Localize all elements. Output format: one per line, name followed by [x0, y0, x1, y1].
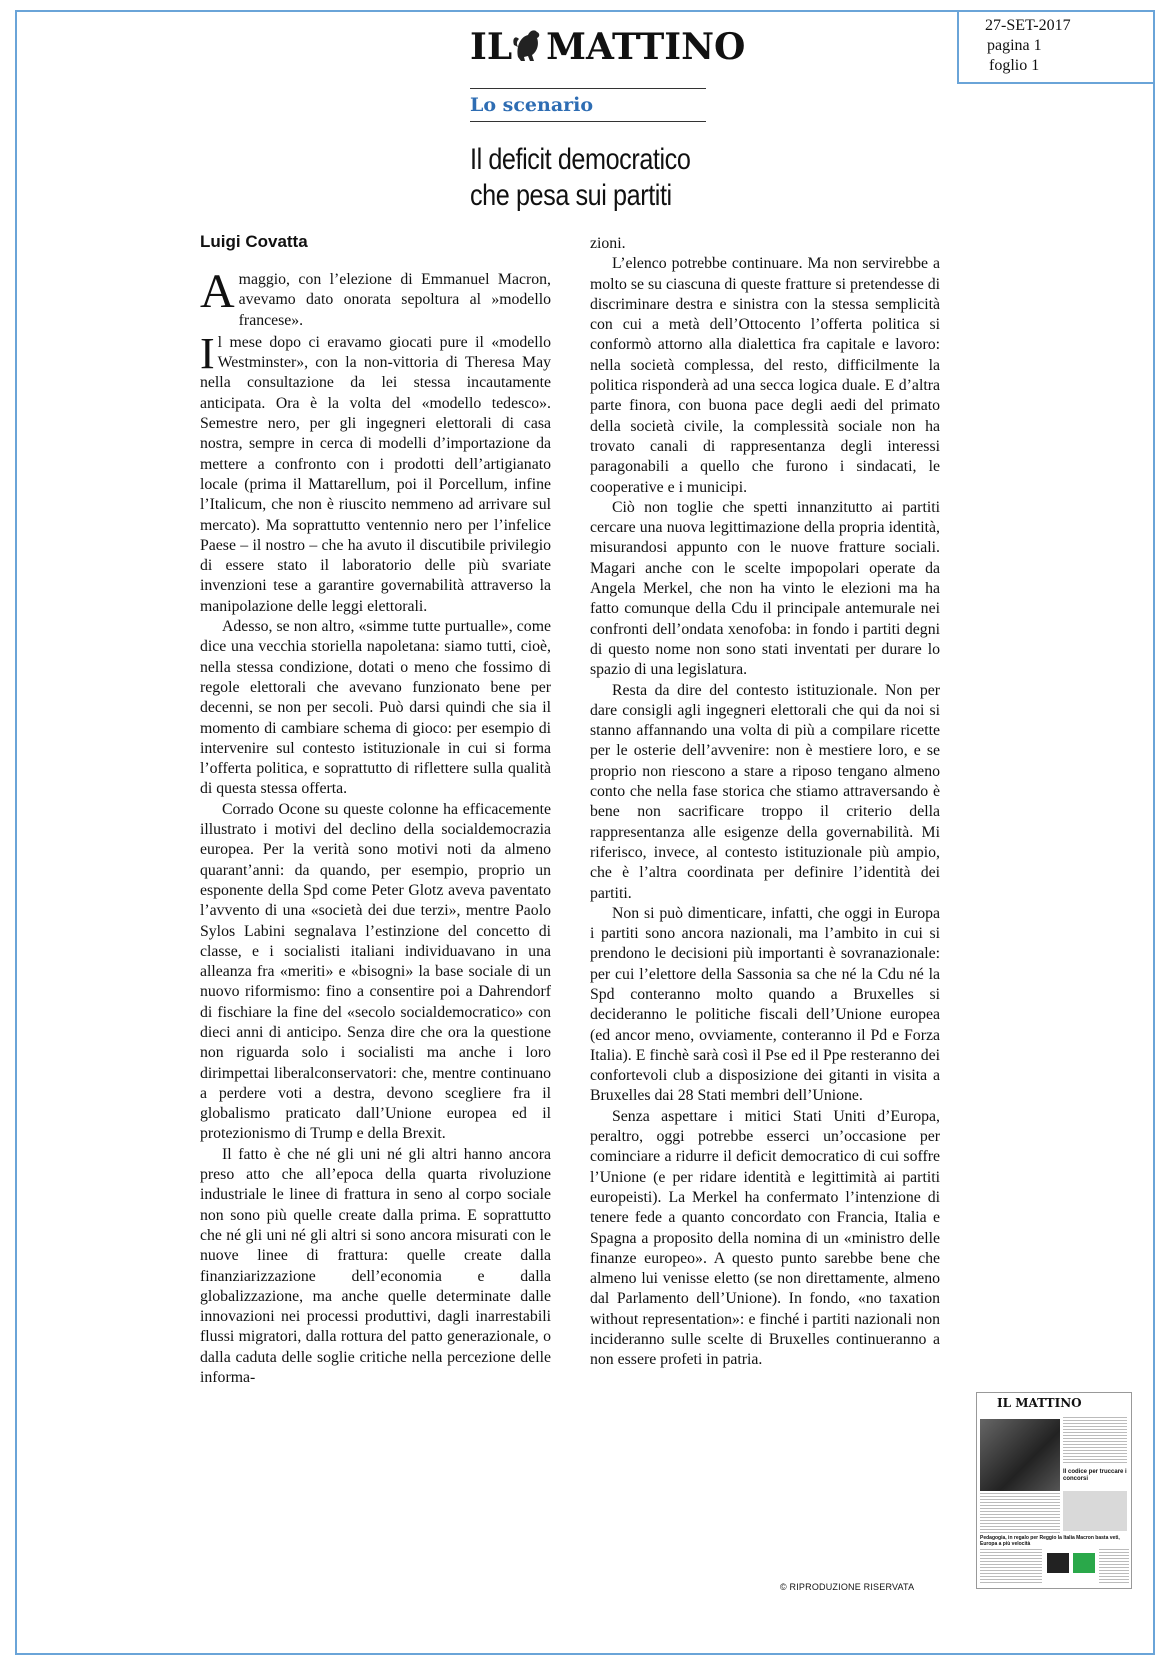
thumbnail-ad-green [1073, 1553, 1095, 1573]
section-label: Lo scenario [470, 94, 594, 116]
paragraph [200, 328, 551, 617]
thumbnail-text-lines [980, 1549, 1042, 1585]
front-page-thumbnail[interactable] [976, 1392, 1132, 1589]
thumbnail-photo [980, 1419, 1060, 1491]
paragraph: Resta da dire del contesto istituzionale. Non per dare consigli agli ingegneri elettorali che qui da noi si stanno affannando una volta di più a compilare ricette per le osterie dell’avvenire: non è mestiere loro, e se proprio non riescono a stare a riposo tengano almeno conto che nella fase storica che stiamo attraversando è bene non sacrificare troppo il criterio della rappresentanza alle esigenze della governabilità. Mi riferisco, invece, al contesto istituzionale più ampio, che è l’altra coordinata per definire l’identità dei partiti. [590, 681, 940, 902]
section-rule-bottom [470, 121, 706, 122]
paragraph: zioni. [590, 235, 626, 252]
paragraph: Corrado Ocone su queste colonne ha efficacemente illustrato i motivi del declino della socialdemocrazia europea. Per la verità sono motivi noti da almeno quarant’anni: da quando, per esempio, proprio un esponente della Spd come Peter Glotz aveva paventato l’avvento di una «società dei due terzi», mentre Paolo Sylos Labini segnalava l’estinzione del concetto di classe, e i socialisti italiani individuavano in una alleanza fra «meriti» e «bisogni» la base sociale di un nuovo riformismo: fino a consentire poi a Dahrendorf di fischiare la fine del «secolo socialdemocratico» con dieci anni di anticipo. Senza dire che ora la questione non riguarda solo i socialisti ma anche i loro dirimpettai liberalconservatori: che, mentre continuano a perdere voti a destra, devono scegliere fra il globalismo praticato dall’Unione europea ed il protezionismo di Trump e della Brexit. [200, 800, 551, 1143]
thumbnail-text-lines [1063, 1417, 1127, 1465]
masthead-right: MATTINO [546, 26, 746, 68]
paragraph: Non si può dimenticare, infatti, che oggi in Europa i partiti sono ancora nazionali, ma l’ambito in cui si prendono le decisioni più importanti è sovranazionale: per cui l’elettore della Sassonia sa che né la Cdu né la Spd conteranno molto quando a Bruxelles si decideranno le politiche fiscali dell’Unione europea (ed ancor meno, ovviamente, conteranno il Pd e Forza Italia). E finchè sarà così il Pse ed il Ppe resteranno dei confortevoli club a disposizione dei gitanti in visita a Bruxelles dai 28 Stati membri dell’Unione. [590, 904, 940, 1105]
thumbnail-ad-dark [1047, 1553, 1069, 1573]
masthead [470, 26, 770, 70]
author-byline: Luigi Covatta [200, 232, 308, 251]
paragraph: Senza aspettare i mitici Stati Uniti d’Europa, peraltro, oggi potrebbe esserci un’occasione per cominciare a ridurre il deficit democratico di cui soffre l’Unione (e per ridare identità e legittimità ai partiti europeisti). La Merkel ha confermato l’intenzione di tenere fede a quanto concordato con Francia, Italia e Spagna a proposito della nomina di un «ministro delle finanze europeo». A questo punto sarebbe bene che almeno lui venisse eletto (se non direttamente, almeno dal Parlamento dell’Unione). In fondo, «no taxation without representation»: e finché i partiti nazionali non incideranno sulle scelte di Bruxelles continueranno a non essere profeti in patria. [590, 1107, 940, 1369]
copyright-notice: © RIPRODUZIONE RISERVATA [780, 1582, 915, 1592]
paragraph: Adesso, se non altro, «simme tutte purtualle», come dice una vecchia storiella napoletana: siamo tutti, cioè, nella stessa condizione, dotati o meno che fossimo di regole elettorali che avevano funzionato bene per decenni, se non per secoli. Può darsi quindi che sia il momento di cambiare schema di gioco: per esempio di intervenire sul contesto istituzionale in cui si forma l’offerta politica, e soprattutto di riflettere sulla qualità di questa stessa offerta. [200, 618, 551, 798]
page-number: pagina 1 [987, 37, 1042, 54]
sheet-number: foglio 1 [989, 57, 1040, 74]
publication-date: 27-SET-2017 [985, 17, 1071, 34]
drop-cap: A [200, 265, 235, 318]
paragraph-text: maggio, con l’elezione di Emmanuel Macron, avevamo dato onorata sepoltura al »modello francese». [238, 271, 551, 329]
thumbnail-map [1063, 1491, 1127, 1531]
article-column-2 [590, 234, 940, 1371]
thumbnail-bottom-text: Pedagogia, in regalo per Reggio la Italia Macron basta veti, Europa a più velocità [980, 1535, 1120, 1547]
headline [470, 142, 722, 214]
thumbnail-masthead: IL MATTINO [997, 1396, 1082, 1410]
paragraph-text: l mese dopo ci eravamo giocati pure il «modello Westminster», con la non-vittoria di Theresa May nella consultazione da lei stessa incautamente anticipata. Ora è la volta del «modello tedesco». Semestre nero, per gli ingegneri elettorali di casa nostra, sempre in cerca di modelli d’importazione da mettere a confronto con i prodotti dell’artigianato locale (prima il Mattarellum, poi il Porcellum, infine l’Italicum, che non è riuscito nemmeno ad arrivare sul mercato). Ma soprattutto ventennio nero per l’infelice Paese – il nostro – che ha avuto il discutibile privilegio di essere stato il laboratorio delle più svariate invenzioni tese a garantire governabilità attraverso la manipolazione delle leggi elettorali. [200, 333, 551, 615]
article-column-1 [200, 265, 551, 1388]
paragraph [200, 265, 551, 331]
date-box [957, 10, 1155, 84]
headline-line-2: che pesa sui partiti [470, 179, 672, 212]
paragraph: Ciò non toglie che spetti innanzitutto ai partiti cercare una nuova legittimazione della propria identità, misurandosi appunto con le nuove fratture sociali. Magari anche con le scelte impopolari operate da Angela Merkel, che non ha vinto le elezioni ma ha fatto comunque della Cdu il principale antemurale nei confronti dell’ondata xenofoba: in fondo i partiti degni di questo nome non sono stati inventati per durare lo spazio di una legislatura. [590, 498, 940, 679]
thumbnail-text-lines [1099, 1549, 1129, 1585]
masthead-left: IL [470, 26, 513, 68]
section-rule-top [470, 88, 706, 89]
drop-cap: I [200, 328, 215, 378]
thumbnail-text-lines [980, 1493, 1060, 1533]
thumbnail-headline: Il codice per truccare i concorsi [1063, 1469, 1127, 1482]
rooster-logo-icon [512, 27, 546, 63]
headline-line-1: Il deficit democratico [470, 143, 691, 176]
paragraph: Il fatto è che né gli uni né gli altri hanno ancora preso atto che all’epoca della quarta rivoluzione industriale le linee di frattura in seno al corpo sociale non sono più quelle create dalla prima. E soprattutto che né gli uni né gli altri si sono ancora misurati con le nuove linee di frattura: quelle create dalla finanziarizzazione dell’economia e dalla globalizzazione, ma anche quelle determinate dalle innovazioni nei processi produttivi, dagli inarrestabili flussi migratori, dalla rottura del patto generazionale, o dalla caduta delle soglie critiche nella percezione delle informa- [200, 1145, 551, 1387]
paragraph: L’elenco potrebbe continuare. Ma non servirebbe a molto se su ciascuna di queste fratture si pretendesse di discriminare destra e sinistra con la stessa semplicità con cui a metà dell’Ottocento l’offerta politica si conformò attorno alla dialettica fra capitale e lavoro: nella società complessa, del resto, difficilmente la politica risponderà ad una secca logica duale. E d’altra parte finora, con buona pace degli aedi del primato della società civile, la complessità sociale non ha trovato canali di rappresentanza degli interessi paragonabili a quello che furono i sindacati, le cooperative e i municipi. [590, 255, 940, 496]
